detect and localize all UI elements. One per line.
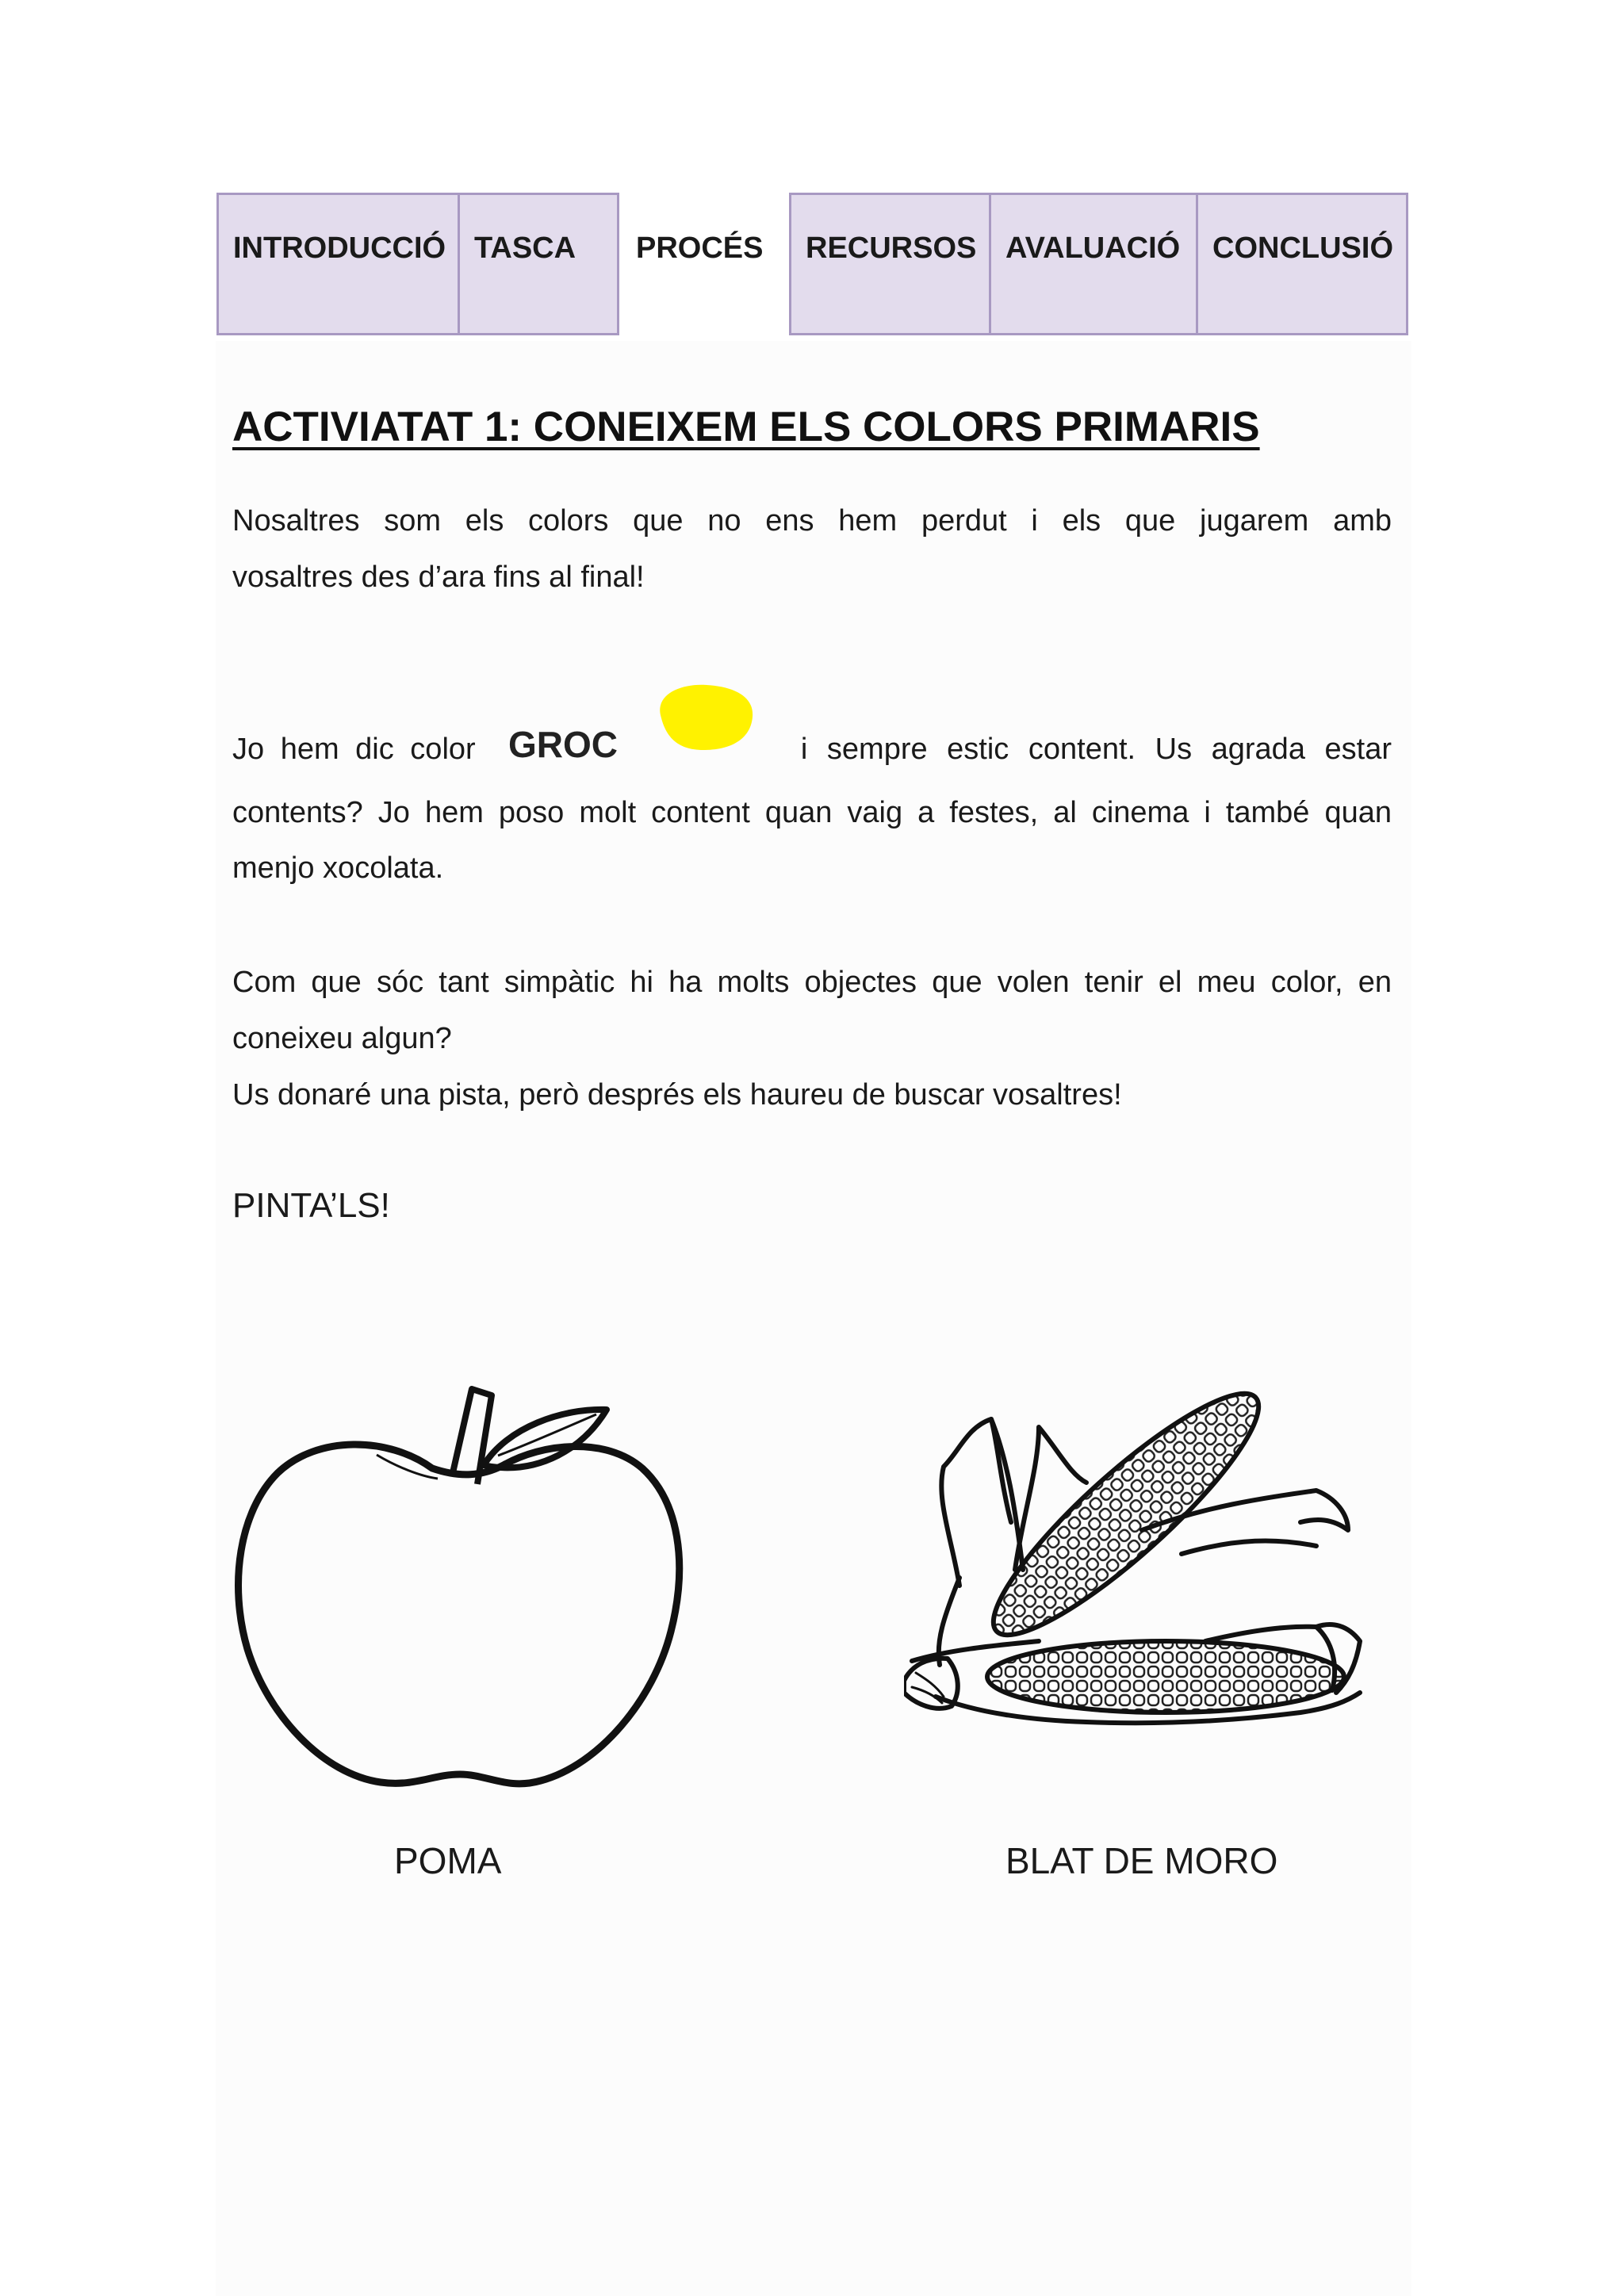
corn-icon [904, 1380, 1380, 1760]
tab-proces[interactable]: PROCÉS [619, 193, 791, 335]
apple-icon [230, 1380, 690, 1808]
caption-poma: POMA [394, 1840, 502, 1881]
yellow-swatch-icon [645, 677, 764, 756]
tab-conclusio[interactable]: CONCLUSIÓ [1196, 193, 1408, 335]
page-title: ACTIVIATAT 1: CONEIXEM ELS COLORS PRIMARIS [232, 404, 1260, 450]
yellow-intro-line [232, 721, 1392, 785]
intro-line-1: Nosaltres som els colors que no ens hem perdut i els que jugarem amb [232, 504, 1392, 538]
color-name-groc: GROC [508, 724, 618, 765]
caption-blat-de-moro: BLAT DE MORO [1005, 1840, 1278, 1881]
tab-tasca[interactable]: TASCA [458, 193, 619, 335]
tab-introduccio[interactable]: INTRODUCCIÓ [216, 193, 460, 335]
yellow-text-before: Jo hem dic color [232, 733, 476, 766]
objects-line-1: Com que sóc tant simpàtic hi ha molts objectes que volen tenir el meu color, en [232, 966, 1392, 999]
tab-recursos[interactable]: RECURSOS [789, 193, 991, 335]
tab-avaluacio[interactable]: AVALUACIÓ [989, 193, 1198, 335]
yellow-line-2: contents? Jo hem poso molt content quan vaig a festes, al cinema i també quan [232, 796, 1392, 829]
objects-line-2: coneixeu algun? [232, 1022, 452, 1055]
content-area [216, 341, 1411, 2296]
yellow-line-3: menjo xocolata. [232, 851, 444, 885]
yellow-text-after: i sempre estic content. Us agrada estar [800, 733, 1392, 766]
objects-line-3: Us donaré una pista, però després els haureu de buscar vosaltres! [232, 1078, 1122, 1112]
nav-tabs [0, 0, 1624, 349]
intro-line-2: vosaltres des d’ara fins al final! [232, 561, 645, 594]
instruction-text: PINTA’LS! [232, 1186, 390, 1225]
